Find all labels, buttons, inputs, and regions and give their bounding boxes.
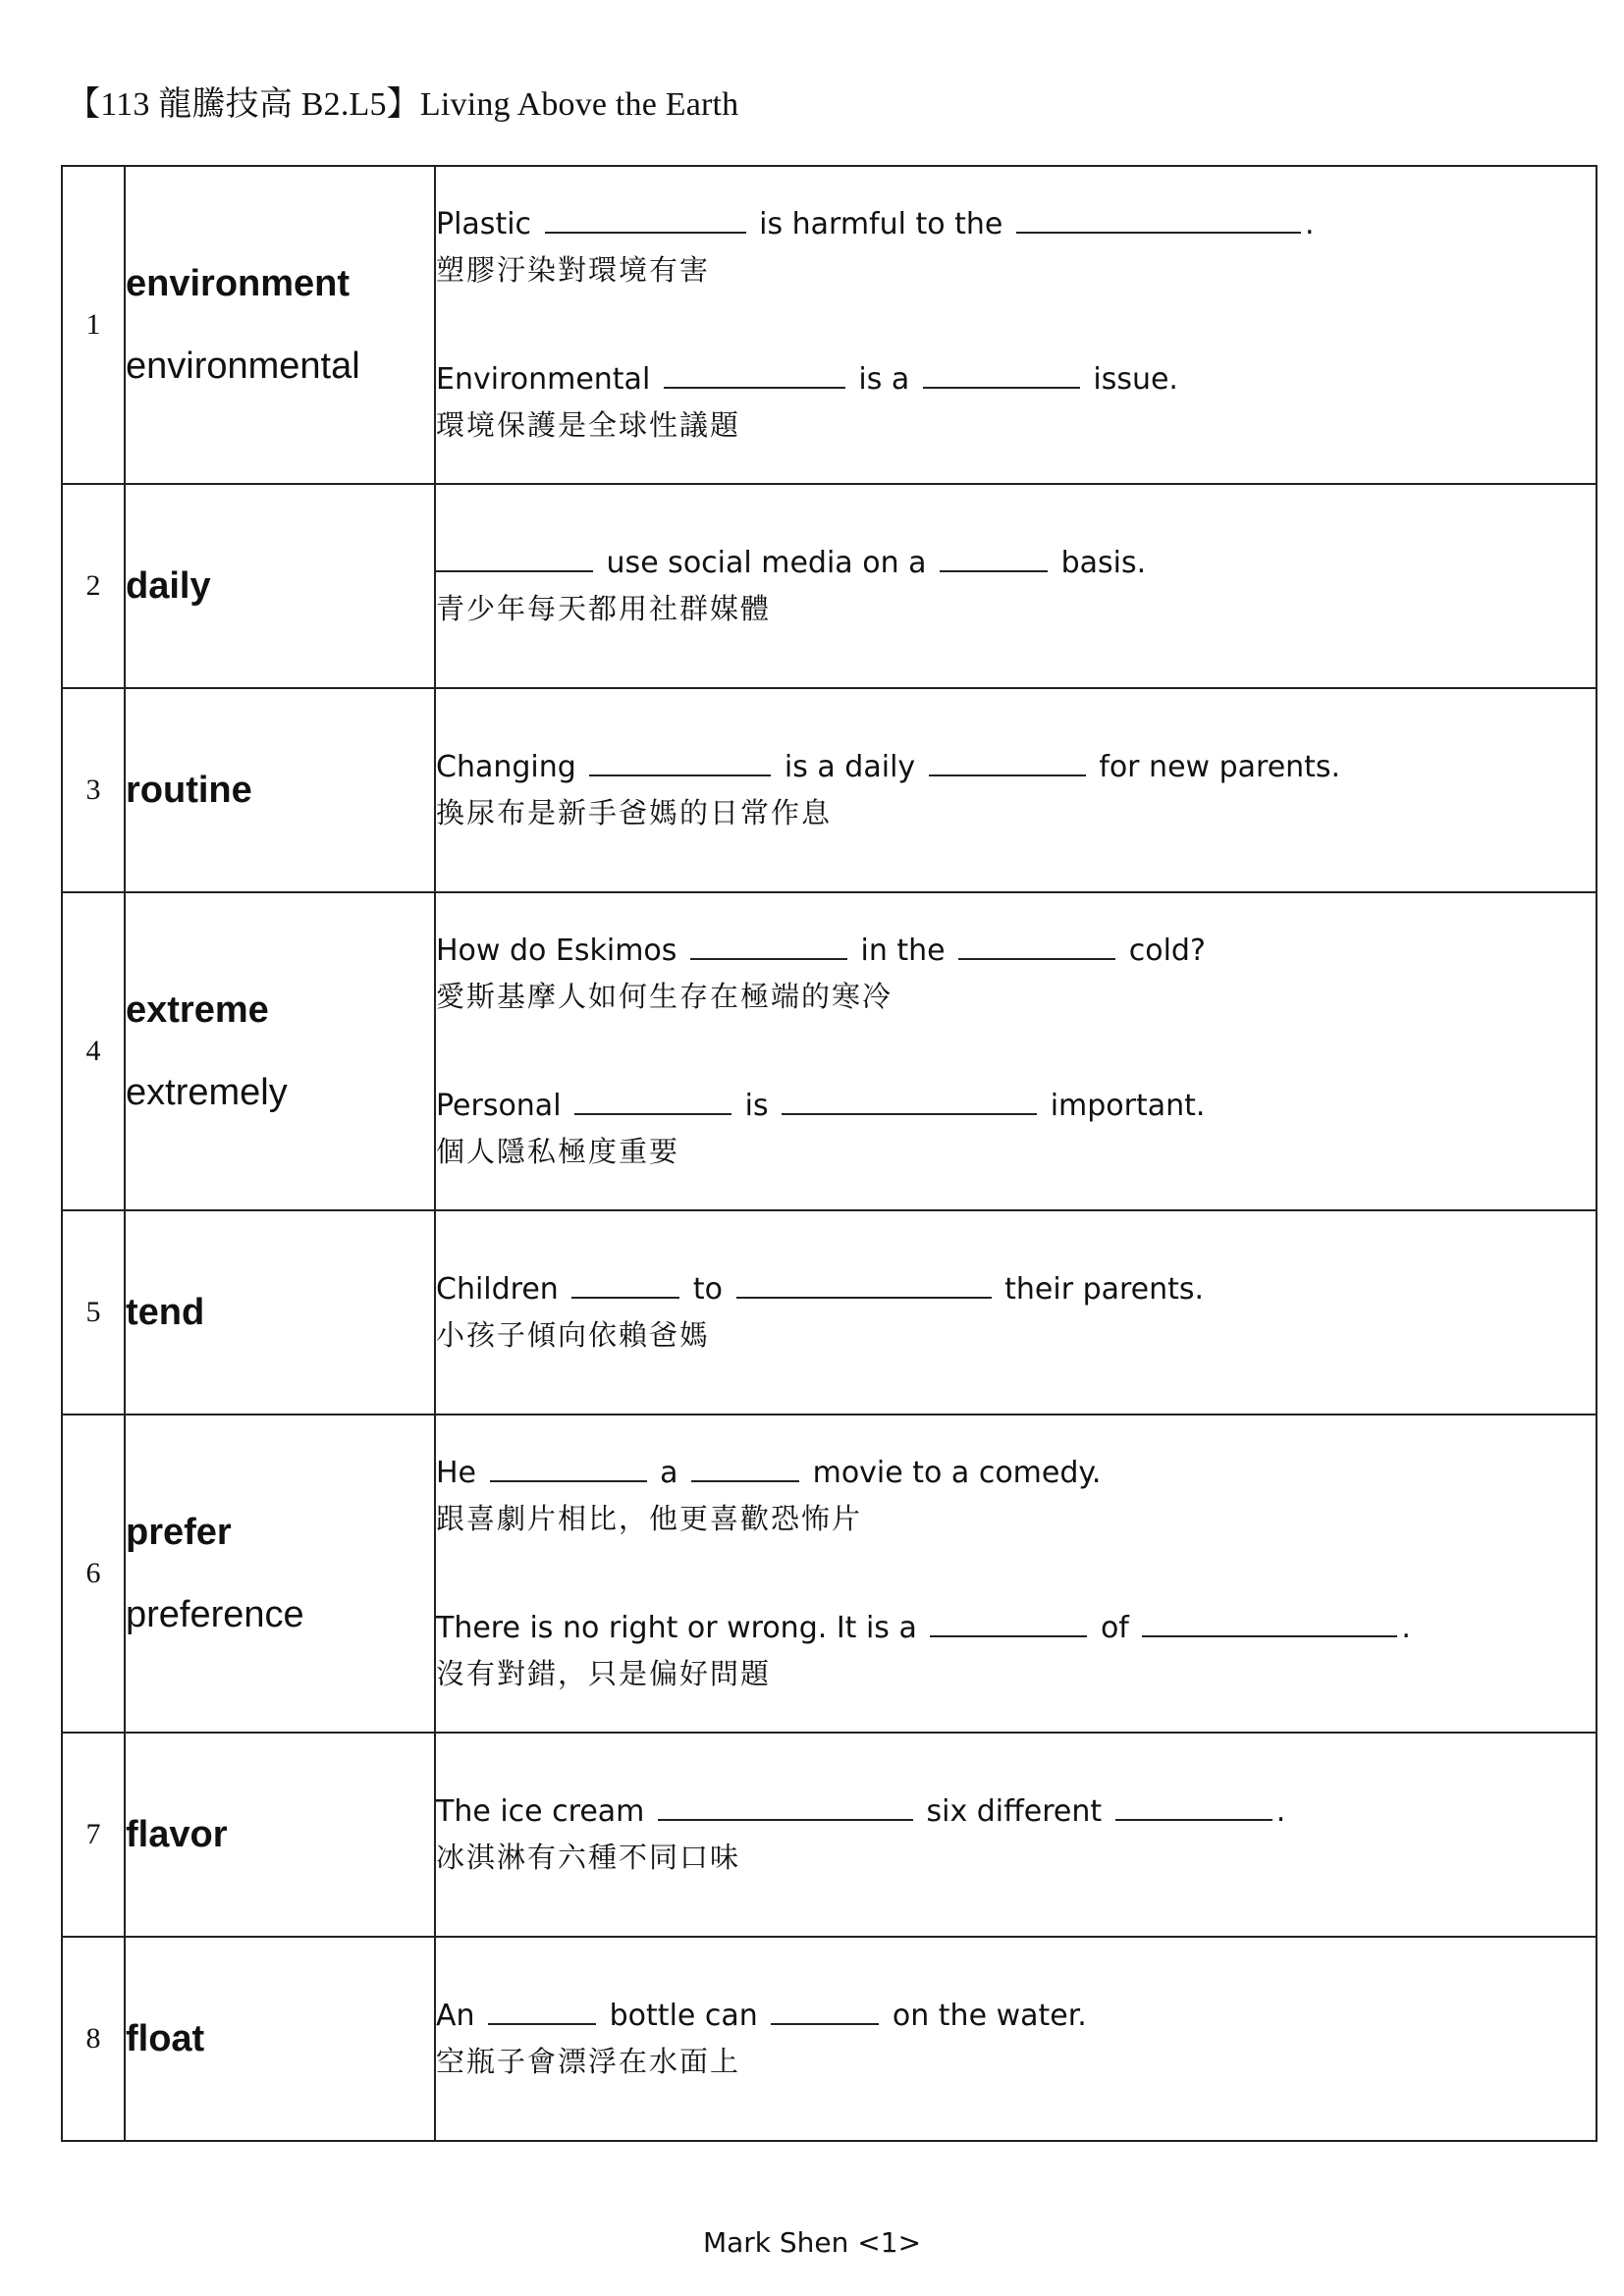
word-cell (125, 892, 435, 1210)
row-number: 2 (62, 484, 125, 688)
sentence-cell (435, 892, 1597, 1210)
table-row (62, 688, 1597, 892)
word-cell (125, 166, 435, 484)
vocabulary-table (61, 165, 1597, 2142)
blank-line[interactable] (1016, 206, 1301, 234)
english-sentence: Changing is a daily for new parents. (436, 750, 1341, 784)
blank-line[interactable] (574, 1088, 731, 1115)
blank-line[interactable] (571, 1271, 679, 1299)
vocab-word-derivative: extremely (126, 1072, 288, 1113)
chinese-translation: 青少年每天都用社群媒體 (436, 592, 772, 625)
row-number: 6 (62, 1415, 125, 1733)
chinese-translation: 沒有對錯，只是偏好問題 (436, 1657, 772, 1690)
row-number: 7 (62, 1733, 125, 1937)
sentence-block (436, 893, 1596, 1054)
blank-line[interactable] (658, 1793, 913, 1821)
english-sentence: There is no right or wrong. It is a of . (436, 1611, 1411, 1645)
row-number: 8 (62, 1937, 125, 2141)
blank-line[interactable] (488, 1998, 596, 2025)
english-sentence: He a movie to a comedy. (436, 1456, 1102, 1490)
word-cell (125, 688, 435, 892)
sentence-block (436, 167, 1596, 328)
blank-line[interactable] (923, 361, 1080, 389)
sentence-cell (435, 1210, 1597, 1415)
english-sentence: use social media on a basis. (436, 541, 1596, 586)
blank-line[interactable] (930, 1610, 1087, 1637)
english-sentence: The ice cream six different . (436, 1794, 1286, 1829)
row-number: 5 (62, 1210, 125, 1415)
table-row (62, 484, 1597, 688)
word-cell (125, 1937, 435, 2141)
blank-line[interactable] (958, 933, 1115, 960)
vocab-word: extreme (126, 989, 269, 1031)
english-sentence: Children to their parents. (436, 1272, 1205, 1307)
word-cell (125, 1415, 435, 1733)
blank-line[interactable] (589, 749, 771, 776)
chinese-translation: 冰淇淋有六種不同口味 (436, 1841, 741, 1874)
blank-line[interactable] (664, 361, 845, 389)
sentence-block (436, 1054, 1596, 1209)
table-row (62, 1415, 1597, 1733)
blank-line[interactable] (1115, 1793, 1272, 1821)
vocab-word: flavor (126, 1814, 228, 1855)
english-sentence: Plastic is harmful to the . (436, 207, 1315, 241)
blank-line[interactable] (929, 749, 1086, 776)
blank-line[interactable] (1142, 1610, 1397, 1637)
word-cell (125, 484, 435, 688)
sentence-cell (435, 1733, 1597, 1937)
english-sentence: An bottle can on the water. (436, 1999, 1087, 2033)
vocab-word: routine (126, 770, 252, 811)
word-cell (125, 1733, 435, 1937)
blank-line[interactable] (490, 1455, 647, 1482)
chinese-translation: 換尿布是新手爸媽的日常作息 (436, 796, 833, 829)
sentence-block (436, 1576, 1596, 1732)
blank-line[interactable] (940, 545, 1048, 572)
english-sentence: How do Eskimos in the cold? (436, 934, 1206, 968)
chinese-translation: 愛斯基摩人如何生存在極端的寒冷 (436, 980, 893, 1013)
blank-line[interactable] (691, 1455, 799, 1482)
row-number: 4 (62, 892, 125, 1210)
chinese-translation: 塑膠汙染對環境有害 (436, 253, 711, 287)
table-row (62, 1210, 1597, 1415)
row-number: 1 (62, 166, 125, 484)
page-title: 【113 龍騰技高 B2.L5】Living Above the Earth (67, 86, 739, 123)
sentence-block (436, 1415, 1596, 1576)
blank-line[interactable] (690, 933, 847, 960)
chinese-translation: 小孩子傾向依賴爸媽 (436, 1318, 711, 1352)
blank-line[interactable] (736, 1271, 992, 1299)
sentence-cell (435, 1937, 1597, 2141)
sentence-block (436, 328, 1596, 483)
table-row (62, 166, 1597, 484)
english-sentence: Environmental is a issue. (436, 362, 1178, 397)
blank-line[interactable] (545, 206, 746, 234)
blank-line[interactable] (782, 1088, 1037, 1115)
table-row (62, 1733, 1597, 1937)
vocab-word: float (126, 2018, 205, 2059)
chinese-translation: 空瓶子會漂浮在水面上 (436, 2045, 741, 2078)
sentence-cell (435, 166, 1597, 484)
vocab-word-derivative: preference (126, 1594, 304, 1635)
vocab-word-derivative: environmental (126, 346, 360, 387)
vocab-word: tend (126, 1292, 205, 1333)
row-number: 3 (62, 688, 125, 892)
table-row (62, 892, 1597, 1210)
vocab-word: prefer (126, 1512, 232, 1553)
english-sentence: Personal is important. (436, 1089, 1206, 1123)
sentence-cell (435, 688, 1597, 892)
sentence-cell (435, 484, 1597, 688)
vocab-word: daily (126, 565, 211, 607)
vocab-word: environment (126, 263, 351, 304)
chinese-translation: 環境保護是全球性議題 (436, 408, 741, 442)
chinese-translation: 個人隱私極度重要 (436, 1135, 680, 1168)
blank-line[interactable] (436, 545, 593, 572)
blank-line[interactable] (771, 1998, 879, 2025)
table-row (62, 1937, 1597, 2141)
word-cell (125, 1210, 435, 1415)
sentence-cell (435, 1415, 1597, 1733)
chinese-translation: 跟喜劇片相比，他更喜歡恐怖片 (436, 1502, 863, 1535)
page-footer: Mark Shen <1> (702, 2226, 922, 2259)
